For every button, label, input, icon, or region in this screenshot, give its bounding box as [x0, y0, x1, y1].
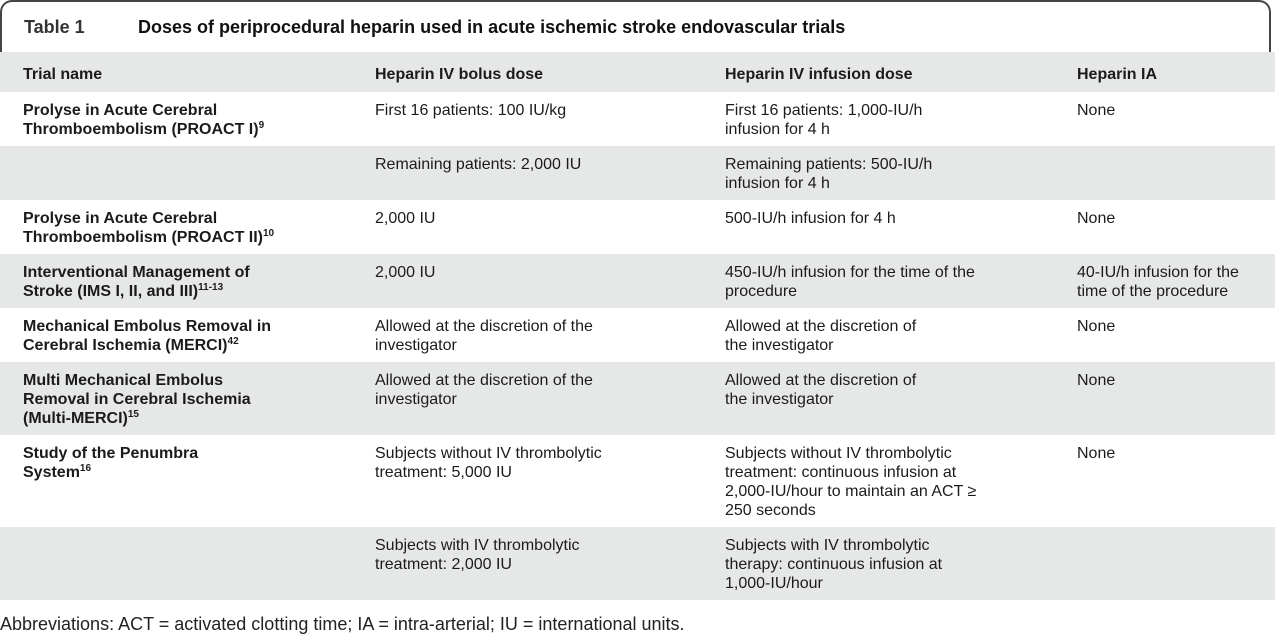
table-row [0, 362, 1275, 435]
trial-name-cell: Mechanical Embolus Removal in Cerebral Ischemia (MERCI)$^{42}$ [23, 318, 272, 354]
reference-superscript: 42 [227, 336, 239, 347]
trial-name-cell: Multi Mechanical Embolus Removal in Cerebral Ischemia (Multi-MERCI)$^{15}$ [23, 372, 251, 427]
infusion-dose-cell: 500-IU/h infusion for 4 h [725, 210, 896, 227]
trial-name-cell: Prolyse in Acute Cerebral Thromboembolism (PROACT II)$^{10}$ [23, 210, 275, 246]
column-header-trial-name: Trial name [23, 66, 103, 83]
infusion-dose-cell: Remaining patients: 500-IU/h infusion for 4 h [725, 156, 933, 192]
bolus-dose-cell: 2,000 IU [375, 264, 436, 281]
column-header-heparin-ia: Heparin IA [1077, 66, 1158, 83]
reference-superscript: 9 [258, 120, 265, 131]
trial-name-cell [0, 146, 374, 200]
heparin-ia-cell: None [1077, 210, 1116, 227]
reference-superscript: 10 [263, 228, 275, 239]
table-row [0, 435, 1275, 527]
heparin-ia-cell [1076, 146, 1275, 200]
heparin-dose-table [0, 52, 1275, 600]
reference-superscript: 16 [79, 463, 92, 474]
bolus-dose-cell: Allowed at the discretion of the investigator [375, 372, 593, 408]
table-footnote: Abbreviations: ACT = activated clotting time; IA = intra-arterial; IU = international units. [0, 614, 685, 634]
table-row [0, 308, 1275, 362]
table-row [0, 254, 1275, 308]
table-row [0, 92, 1275, 146]
reference-superscript: 11-13 [198, 282, 224, 293]
bolus-dose-cell: 2,000 IU [375, 210, 436, 227]
infusion-dose-cell: Allowed at the discretion of the investigator [725, 372, 917, 408]
heparin-ia-cell [1076, 527, 1275, 600]
table-header-row [0, 52, 1275, 92]
trial-name-cell: Study of the Penumbra System$^{16}$ [23, 445, 199, 481]
table-row [0, 200, 1275, 254]
heparin-ia-cell: None [1077, 102, 1116, 119]
infusion-dose-cell: 450-IU/h infusion for the time of the procedure [725, 264, 975, 300]
bolus-dose-cell: Subjects without IV thrombolytic treatment: 5,000 IU [375, 445, 602, 481]
infusion-dose-cell: Subjects without IV thrombolytic treatment: continuous infusion at 2,000-IU/hour to maintain an ACT ≥ 250 seconds [725, 445, 977, 519]
bolus-dose-cell: Subjects with IV thrombolytic treatment: 2,000 IU [375, 537, 580, 573]
infusion-dose-cell: Allowed at the discretion of the investigator [725, 318, 917, 354]
table-row [0, 527, 1275, 600]
heparin-ia-cell: 40-IU/h infusion for the time of the procedure [1077, 264, 1239, 300]
bolus-dose-cell: Allowed at the discretion of the investigator [375, 318, 593, 354]
table-row [0, 146, 1275, 200]
table-label: Table 1 [24, 17, 85, 37]
infusion-dose-cell: First 16 patients: 1,000-IU/h infusion for 4 h [725, 102, 923, 138]
trial-name-cell: Prolyse in Acute Cerebral Thromboembolism (PROACT I)$^9$ [23, 102, 265, 138]
heparin-ia-cell: None [1077, 372, 1116, 389]
trial-name-cell [0, 527, 374, 600]
bolus-dose-cell: Remaining patients: 2,000 IU [375, 156, 582, 173]
table-title: Doses of periprocedural heparin used in acute ischemic stroke endovascular trials [138, 17, 846, 37]
table-caption [0, 0, 1271, 52]
infusion-dose-cell: Subjects with IV thrombolytic therapy: continuous infusion at 1,000-IU/hour [725, 537, 943, 592]
heparin-ia-cell: None [1077, 318, 1116, 335]
bolus-dose-cell: First 16 patients: 100 IU/kg [375, 102, 567, 119]
column-header-bolus-dose: Heparin IV bolus dose [375, 66, 544, 83]
column-header-infusion-dose: Heparin IV infusion dose [725, 66, 913, 83]
reference-superscript: 15 [127, 409, 139, 420]
trial-name-cell: Interventional Management of Stroke (IMS I, II, and III)$^{11-13}$ [23, 264, 250, 300]
heparin-ia-cell: None [1077, 445, 1116, 462]
